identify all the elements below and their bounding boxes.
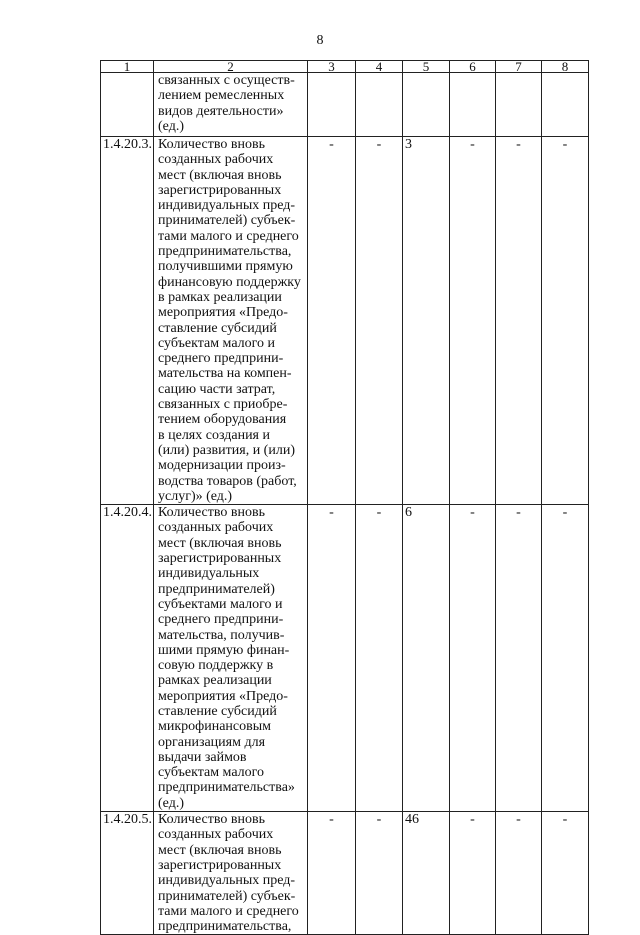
- value-cell: 3: [403, 137, 450, 505]
- description-line: мест (включая вновь: [158, 842, 282, 858]
- description-line: ставление субсидий: [158, 703, 277, 719]
- value-cell: -: [308, 137, 356, 505]
- description-line: финансовую поддержку: [158, 274, 301, 290]
- description-line: (или) развития, и (или): [158, 442, 295, 458]
- description-line: модернизации произ-: [158, 458, 286, 474]
- value-cell: -: [542, 137, 589, 505]
- table-header-row: [101, 61, 589, 73]
- description-line: связанных с осуществ-: [158, 73, 295, 88]
- description-line: организациям для: [158, 734, 266, 750]
- description-line: (ед.): [158, 118, 184, 134]
- description-line: связанных с приобре-: [158, 397, 288, 413]
- description-line: водства товаров (работ,: [158, 473, 297, 489]
- description-line: индивидуальных: [158, 566, 260, 582]
- description-line: шими прямую финан-: [158, 642, 290, 658]
- value-cell: [542, 73, 589, 137]
- description-line: совую поддержку в: [158, 658, 274, 674]
- value-cell: -: [542, 812, 589, 935]
- description-line: микрофинансовым: [158, 719, 272, 735]
- column-header: 1: [101, 61, 154, 73]
- description-line: услуг)» (ед.): [158, 488, 233, 504]
- description-line: (ед.): [158, 795, 184, 811]
- description-line: сацию части затрат,: [158, 381, 276, 397]
- description-line: Количество вновь: [158, 137, 265, 152]
- description-line: в целях создания и: [158, 427, 270, 443]
- description-line: тами малого и среднего: [158, 903, 299, 919]
- indicator-table: [100, 60, 589, 935]
- column-header: 2: [154, 61, 308, 73]
- description-line: зарегистрированных: [158, 551, 282, 567]
- row-description: [154, 73, 308, 137]
- column-header: 3: [308, 61, 356, 73]
- value-cell: [356, 73, 403, 137]
- column-header: 8: [542, 61, 589, 73]
- description-line: мест (включая вновь: [158, 167, 282, 183]
- description-line: предпринимательства,: [158, 244, 292, 260]
- description-line: принимателей) субъек-: [158, 213, 296, 229]
- description-line: принимателей) субъек-: [158, 888, 296, 904]
- value-cell: -: [496, 505, 542, 812]
- description-line: созданных рабочих: [158, 152, 274, 168]
- column-header: 5: [403, 61, 450, 73]
- value-cell: [496, 73, 542, 137]
- value-cell: -: [496, 812, 542, 935]
- value-cell: -: [450, 505, 496, 812]
- description-line: в рамках реализации: [158, 289, 282, 305]
- description-line: предпринимателей): [158, 581, 275, 597]
- description-line: зарегистрированных: [158, 857, 282, 873]
- row-code-cell: [101, 73, 154, 137]
- page-number: 8: [316, 33, 324, 48]
- table-row: [101, 812, 589, 935]
- value-cell: 6: [403, 505, 450, 812]
- description-line: выдачи займов: [158, 749, 247, 765]
- value-cell: -: [356, 137, 403, 505]
- row-code: 1.4.20.4.: [101, 505, 154, 812]
- description-line: получившими прямую: [158, 259, 293, 275]
- description-line: мероприятия «Предо-: [158, 688, 288, 704]
- value-cell: -: [496, 137, 542, 505]
- description-line: лением ремесленных: [158, 88, 285, 104]
- description-line: индивидуальных пред-: [158, 873, 296, 889]
- description-line: рамках реализации: [158, 673, 272, 689]
- description-line: тением оборудования: [158, 412, 287, 428]
- table-row: [101, 137, 589, 505]
- description-line: предпринимательства»: [158, 780, 295, 796]
- description-line: Количество вновь: [158, 812, 265, 828]
- value-cell: -: [542, 505, 589, 812]
- value-cell: [450, 73, 496, 137]
- row-description: [154, 812, 308, 935]
- row-description: [154, 505, 308, 812]
- description-line: созданных рабочих: [158, 520, 274, 536]
- table-row-continuation: [101, 73, 589, 137]
- description-line: среднего предприни-: [158, 351, 284, 367]
- description-line: предпринимательства,: [158, 919, 292, 935]
- column-header: 4: [356, 61, 403, 73]
- row-description: [154, 137, 308, 505]
- description-line: ставление субсидий: [158, 320, 277, 336]
- value-cell: [308, 73, 356, 137]
- value-cell: -: [450, 137, 496, 505]
- description-line: субъектами малого и: [158, 596, 283, 612]
- description-line: индивидуальных пред-: [158, 198, 296, 214]
- description-line: мательства на компен-: [158, 366, 292, 382]
- column-header: 6: [450, 61, 496, 73]
- description-line: зарегистрированных: [158, 182, 282, 198]
- row-code: 1.4.20.3.: [101, 137, 154, 505]
- value-cell: 46: [403, 812, 450, 935]
- value-cell: -: [308, 505, 356, 812]
- value-cell: -: [356, 505, 403, 812]
- value-cell: -: [450, 812, 496, 935]
- description-line: мательства, получив-: [158, 627, 285, 643]
- description-line: мест (включая вновь: [158, 535, 282, 551]
- description-line: тами малого и среднего: [158, 228, 299, 244]
- value-cell: -: [356, 812, 403, 935]
- description-line: Количество вновь: [158, 505, 265, 521]
- column-header: 7: [496, 61, 542, 73]
- description-line: субъектам малого: [158, 765, 265, 781]
- table-row: [101, 505, 589, 812]
- description-line: мероприятия «Предо-: [158, 305, 288, 321]
- value-cell: [403, 73, 450, 137]
- description-line: видов деятельности»: [158, 103, 284, 119]
- row-code: 1.4.20.5.: [101, 812, 154, 935]
- description-line: субъектам малого и: [158, 335, 276, 351]
- description-line: среднего предприни-: [158, 612, 284, 628]
- value-cell: -: [308, 812, 356, 935]
- description-line: созданных рабочих: [158, 827, 274, 843]
